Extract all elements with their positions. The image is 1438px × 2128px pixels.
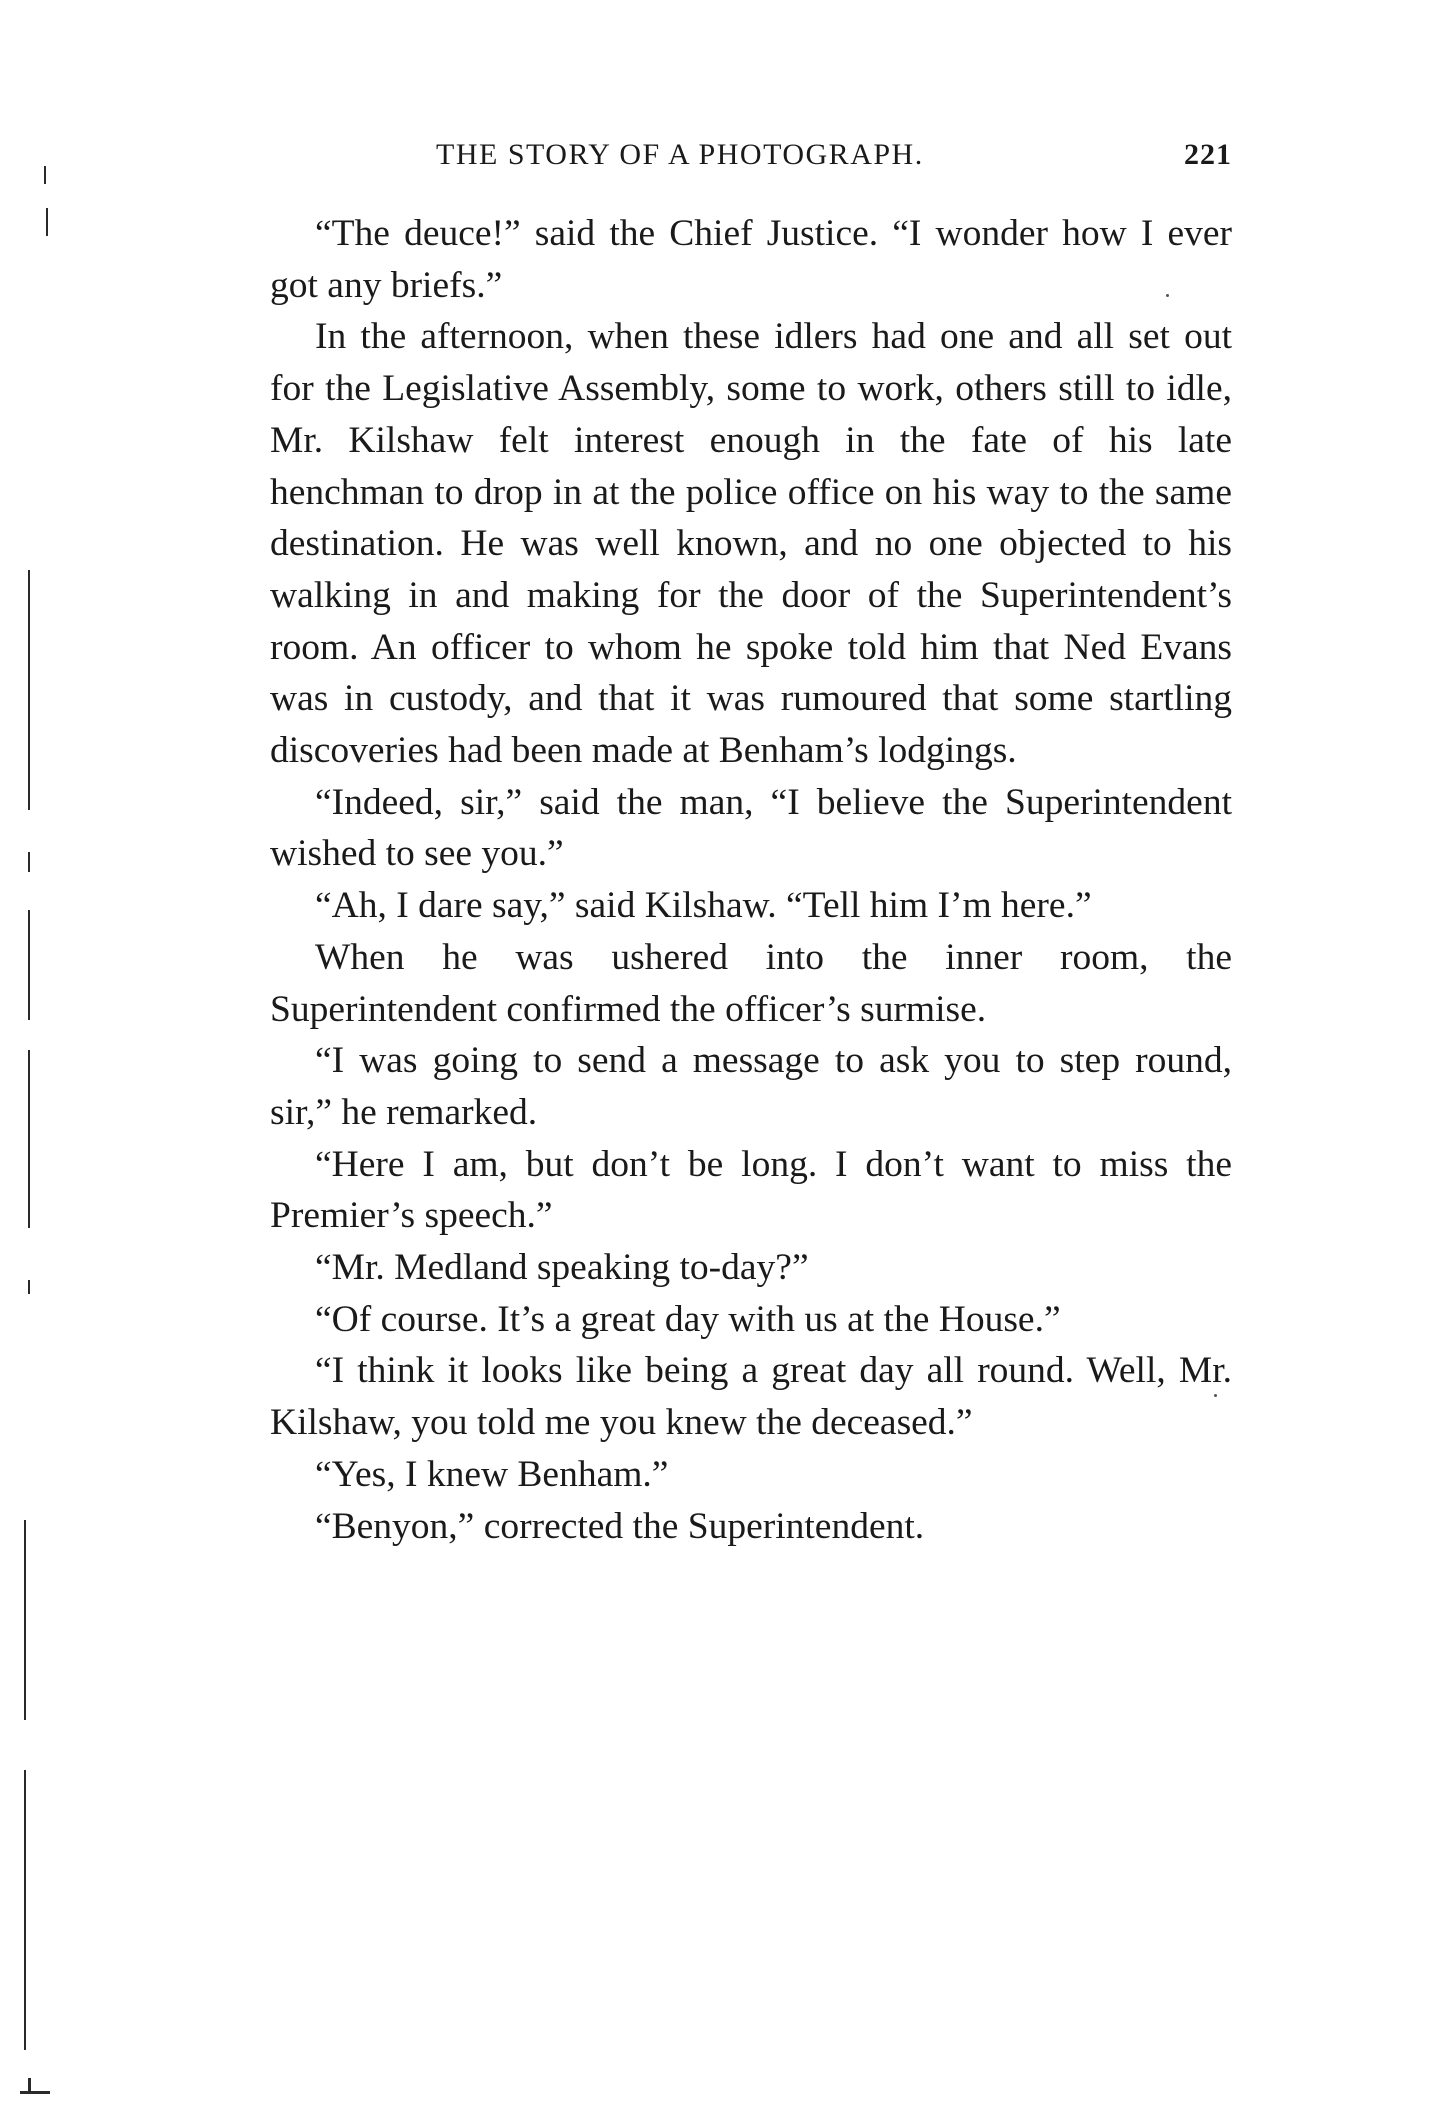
- paragraph: “I think it looks like being a great day all round. Well, Mr. Kilshaw, you told me you knew the deceased.”: [270, 1350, 1232, 1444]
- gutter-mark: [44, 166, 46, 184]
- gutter-mark: [28, 570, 30, 810]
- gutter-mark: [28, 910, 30, 1020]
- paragraph: “Benyon,” corrected the Superintendent.: [315, 1505, 925, 1547]
- paragraph: “Here I am, but don’t be long. I don’t want to miss the Premier’s speech.”: [270, 1143, 1232, 1237]
- page-header: [270, 138, 1232, 186]
- gutter-mark: [28, 1050, 30, 1228]
- paragraph: When he was ushered into the inner room, the Superintendent confirmed the officer’s surmise.: [270, 936, 1232, 1030]
- running-head: THE STORY OF A PHOTOGRAPH.: [436, 138, 924, 171]
- paragraph: “The deuce!” said the Chief Justice. “I wonder how I ever got any briefs.”: [270, 213, 1232, 306]
- paragraph: “I was going to send a message to ask you to step round, sir,” he remarked.: [270, 1040, 1232, 1133]
- paragraph: “Mr. Medland speaking to-day?”: [315, 1247, 809, 1289]
- paragraph: “Ah, I dare say,” said Kilshaw. “Tell him I’m here.”: [315, 885, 1092, 927]
- paragraph: In the afternoon, when these idlers had one and all set out for the Legislative Assembly, some to work, others still to idle, Mr. Kilshaw felt interest enough in the fate of his late henchman to drop in at the police office on his way to the same destination. He was well known, and no one objected to his walking in and making for the door of the Superintendent’s room. An officer to whom he spoke told him that Ned Evans was in custody, and that it was rumoured that some startling discoveries had been made at Benham’s lodgings.: [270, 316, 1232, 772]
- gutter-mark: [28, 852, 30, 872]
- page-number: 221: [1184, 138, 1232, 171]
- gutter-mark: [20, 2091, 50, 2094]
- paragraph: “Yes, I knew Benham.”: [315, 1453, 669, 1495]
- paragraph: “Of course. It’s a great day with us at the House.”: [315, 1298, 1061, 1340]
- gutter-mark: [28, 2078, 31, 2092]
- gutter-mark: [24, 1770, 26, 2050]
- body-text: [270, 208, 1232, 1552]
- gutter-mark: [46, 208, 48, 236]
- gutter-mark: [28, 1280, 30, 1294]
- ink-speck: [1214, 1394, 1217, 1397]
- paragraph: “Indeed, sir,” said the man, “I believe the Superintendent wished to see you.”: [270, 781, 1232, 875]
- ink-speck: [1166, 294, 1169, 297]
- gutter-mark: [24, 1520, 26, 1720]
